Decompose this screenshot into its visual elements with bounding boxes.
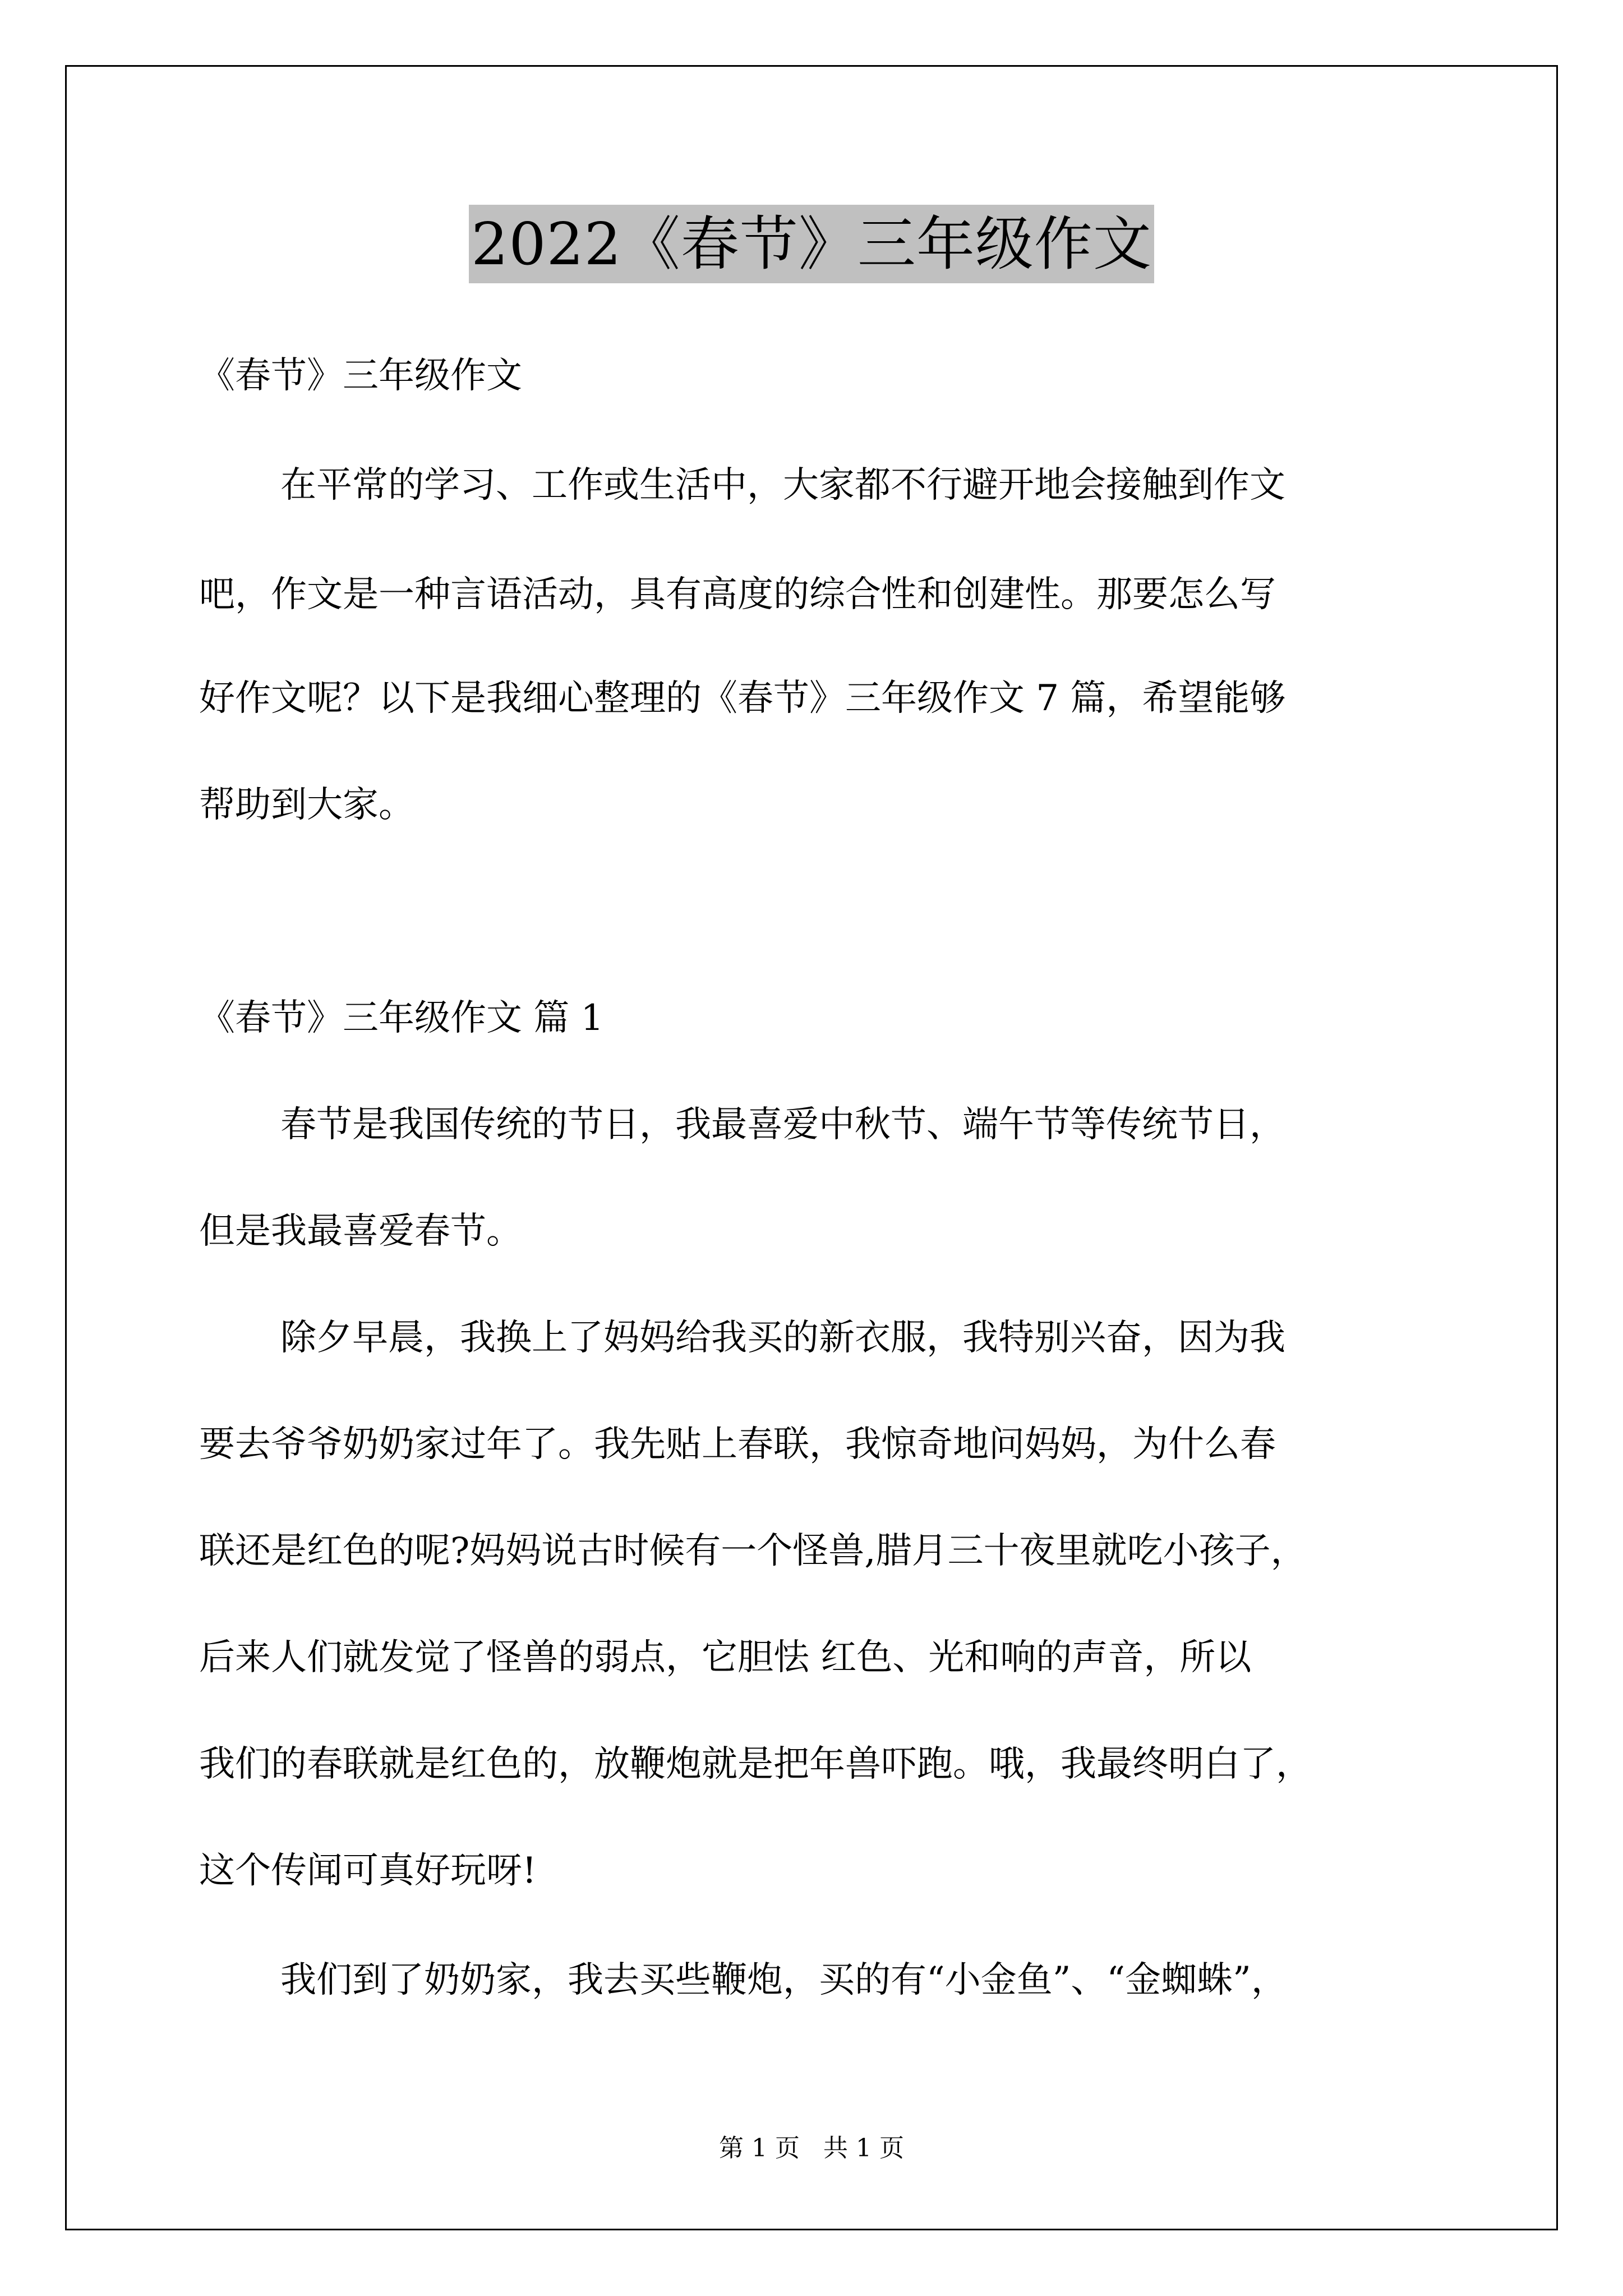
paragraph-line: 吧，作文是一种言语活动，具有高度的综合性和创建性。那要怎么写: [199, 574, 1276, 615]
section-heading: 《春节》三年级作文 篇 1: [199, 997, 604, 1039]
paragraph-line: 帮助到大家。: [199, 784, 414, 826]
paragraph-line: 要去爷爷奶奶家过年了。我先贴上春联，我惊奇地问妈妈，为什么春: [199, 1424, 1276, 1465]
paragraph-line: 我们到了奶奶家，我去买些鞭炮，买的有“小金鱼”、“金蜘蛛”，: [280, 1959, 1287, 2001]
paragraph-line: 后来人们就发觉了怪兽的弱点，它胆怯 红色、光和响的声音，所以: [199, 1637, 1252, 1678]
paragraph-line: 春节是我国传统的节日，我最喜爱中秋节、端午节等传统节日，: [280, 1104, 1285, 1145]
paragraph-line: 在平常的学习、工作或生活中，大家都不行避开地会接触到作文: [280, 464, 1285, 506]
document-title: 2022《春节》三年级作文: [469, 205, 1154, 283]
title-container: [0, 205, 1623, 283]
paragraph-line: 除夕早晨，我换上了妈妈给我买的新衣服，我特别兴奋，因为我: [280, 1317, 1285, 1359]
paragraph-line: 联还是红色的呢?妈妈说古时候有一个怪兽,腊月三十夜里就吃小孩子，: [199, 1530, 1307, 1572]
paragraph-line: 我们的春联就是红色的，放鞭炮就是把年兽吓跑。哦，我最终明白了，: [199, 1743, 1312, 1785]
subtitle-line: 《春节》三年级作文: [199, 355, 522, 397]
page-number: 第 1 页 共 1 页: [719, 2134, 904, 2162]
paragraph-line: 好作文呢？以下是我细心整理的《春节》三年级作文 7 篇，希望能够: [199, 678, 1286, 719]
paragraph-line: 但是我最喜爱春节。: [199, 1211, 522, 1252]
paragraph-line: 这个传闻可真好玩呀!: [199, 1850, 537, 1892]
page-footer: [0, 2132, 1623, 2165]
